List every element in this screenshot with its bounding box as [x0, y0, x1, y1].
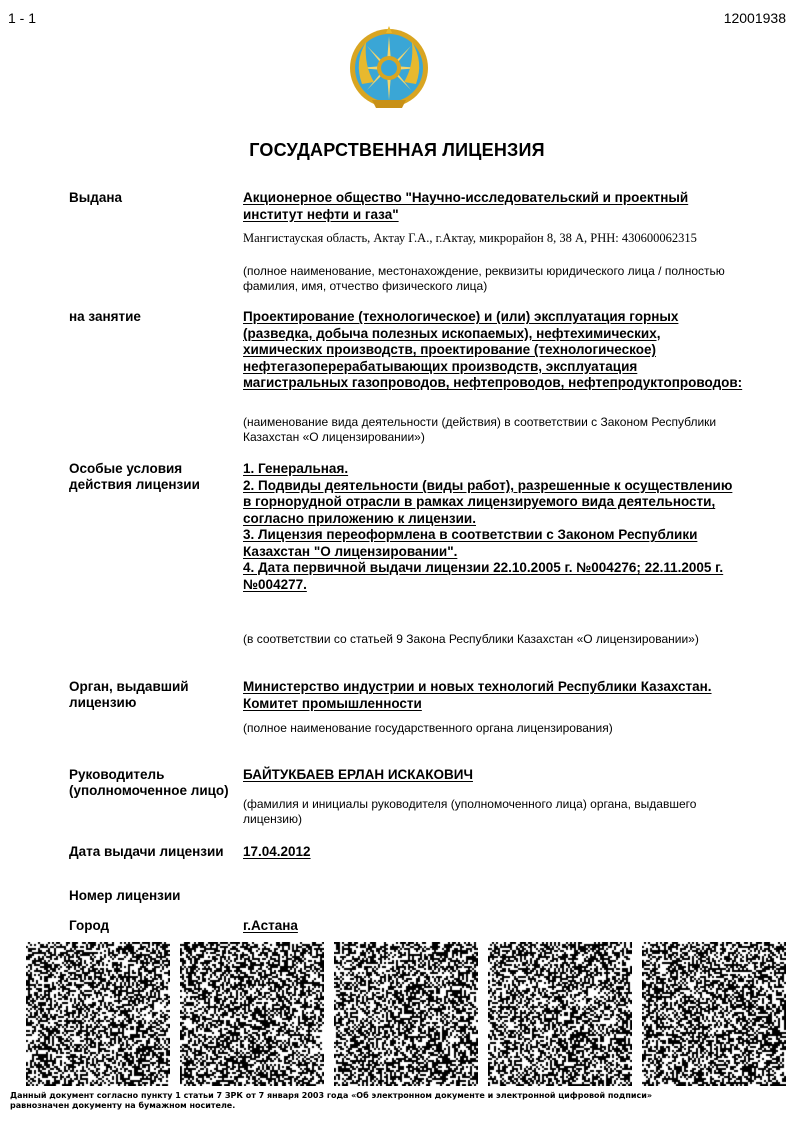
- city-label: Город: [69, 918, 110, 933]
- condition-item: 3. Лицензия переоформлена в соответствии с Законом Республики Казахстан "О лицензировании".: [243, 527, 698, 559]
- qr-code-row: [26, 942, 786, 1088]
- legal-footer: [10, 1091, 790, 1111]
- activity-label: на занятие: [69, 309, 141, 324]
- authority-value: Министерство индустрии и новых технологий Республики Казахстан. Комитет промышленности: [243, 679, 712, 711]
- conditions-note: (в соответствии со статьей 9 Закона Республики Казахстан «О лицензировании»): [243, 632, 699, 646]
- footer-line: Данный документ согласно пункту 1 статьи 7 ЗРК от 7 января 2003 года «Об электронном документе и электронной цифровой подписи»: [10, 1091, 653, 1100]
- qr-code: [180, 942, 324, 1086]
- qr-code: [642, 942, 786, 1086]
- issued-to-value: Акционерное общество "Научно-исследовательский и проектный институт нефти и газа": [243, 190, 689, 222]
- head-value: БАЙТУКБАЕВ ЕРЛАН ИСКАКОВИЧ: [243, 767, 473, 782]
- qr-code: [334, 942, 478, 1086]
- qr-code: [488, 942, 632, 1086]
- kazakhstan-state-emblem-icon: [344, 22, 434, 112]
- issue-date-label: Дата выдачи лицензии: [69, 844, 224, 859]
- head-note: (фамилия и инициалы руководителя (уполномоченного лица) органа, выдавшего лицензию): [243, 797, 697, 826]
- issued-to-address: Мангистауская область, Актау Г.А., г.Актау, микрорайон 8, 38 А, РНН: 430600062315: [243, 231, 697, 245]
- document-title: ГОСУДАРСТВЕННАЯ ЛИЦЕНЗИЯ: [249, 140, 545, 160]
- authority-label: Орган, выдавший лицензию: [69, 679, 189, 710]
- footer-line: равнозначен документу на бумажном носителе.: [10, 1101, 236, 1110]
- city-value: г.Астана: [243, 918, 298, 933]
- activity-value: Проектирование (технологическое) и (или) эксплуатация горных (разведка, добыча полезных ископаемых), нефтехимических, химических производств, проектирование (технологическое) нефтегазоперерабатывающих производств, эксплуатация магистральных газопроводов, нефтепроводов, нефтепродуктопроводов:: [243, 309, 743, 390]
- authority-note: (полное наименование государственного органа лицензирования): [243, 721, 613, 735]
- page-indicator: 1 - 1: [8, 10, 37, 26]
- document-number: 12001938: [723, 10, 786, 26]
- issue-date-value: 17.04.2012: [243, 844, 311, 859]
- activity-note: (наименование вида деятельности (действия) в соответствии с Законом Республики Казахстан «О лицензировании»): [243, 415, 717, 444]
- qr-code: [26, 942, 170, 1086]
- head-label: Руководитель (уполномоченное лицо): [69, 767, 229, 798]
- conditions-label: Особые условия действия лицензии: [69, 461, 200, 492]
- license-number-label: Номер лицензии: [69, 888, 181, 903]
- condition-item: 4. Дата первичной выдачи лицензии 22.10.2005 г. №004276; 22.11.2005 г. №004277.: [243, 560, 724, 592]
- condition-item: 1. Генеральная.: [243, 461, 349, 476]
- condition-item: 2. Подвиды деятельности (виды работ), разрешенные к осуществлению в горнорудной отрасли в рамках лицензируемого вида деятельности, согласно приложению к лицензии.: [243, 477, 733, 526]
- issued-to-label: Выдана: [69, 190, 123, 205]
- issued-to-note: (полное наименование, местонахождение, реквизиты юридического лица / полностью фамилия, имя, отчество физического лица): [243, 264, 725, 293]
- conditions-list: [243, 461, 743, 593]
